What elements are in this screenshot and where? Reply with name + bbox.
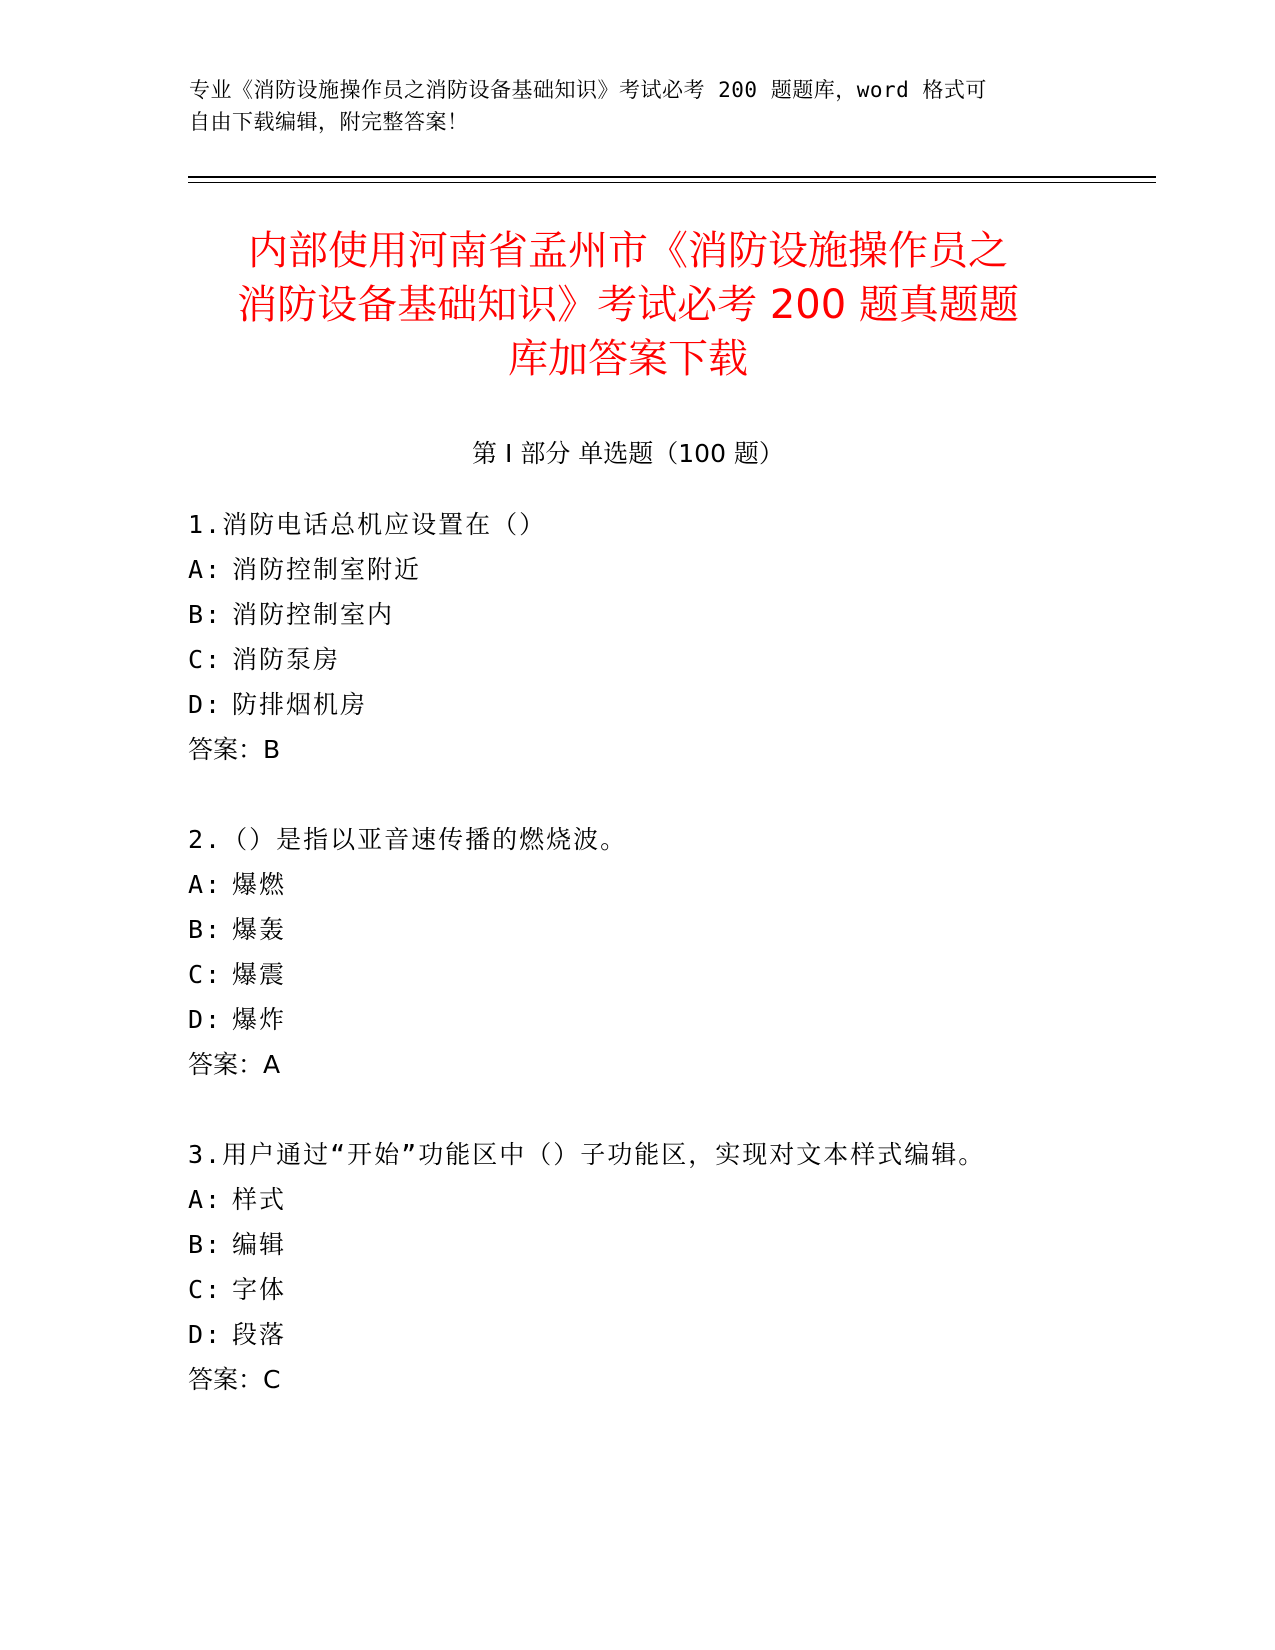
- option-a: [188, 547, 1118, 592]
- option-letter: C:: [188, 960, 223, 989]
- header-note-line-2: 自由下载编辑，附完整答案！: [189, 110, 469, 134]
- option-text: 段落: [232, 1320, 287, 1349]
- question-stem: 2.（）是指以亚音速传播的燃烧波。: [188, 825, 628, 854]
- option-text: 消防控制室内: [232, 600, 395, 629]
- document-title-line-1: 内部使用河南省孟州市《消防设施操作员之: [248, 228, 1008, 274]
- option-c: [188, 952, 1118, 997]
- answer: 答案：C: [188, 1365, 281, 1394]
- header-rule-thin: [188, 182, 1156, 183]
- option-text: 样式: [232, 1185, 287, 1214]
- option-b: [188, 1222, 1118, 1267]
- option-letter: B:: [188, 600, 223, 629]
- header-rule-thick: [188, 176, 1156, 178]
- option-letter: A:: [188, 870, 223, 899]
- option-letter: D:: [188, 690, 223, 719]
- option-b: [188, 592, 1118, 637]
- option-letter: C:: [188, 645, 223, 674]
- header-note-line-1: 专业《消防设施操作员之消防设备基础知识》考试必考 200 题题库，word 格式可: [189, 78, 987, 102]
- section-title: 第 I 部分 单选题（100 题）: [472, 439, 784, 468]
- option-text: 防排烟机房: [232, 690, 368, 719]
- option-letter: B:: [188, 915, 223, 944]
- option-c: [188, 1267, 1118, 1312]
- header-note: [189, 74, 1069, 138]
- answer: 答案：A: [188, 1050, 281, 1079]
- option-letter: A:: [188, 555, 223, 584]
- option-letter: C:: [188, 1275, 223, 1304]
- question-3: [188, 1132, 1118, 1402]
- document-title: [188, 224, 1068, 386]
- question-stem: 3.用户通过“开始”功能区中（）子功能区，实现对文本样式编辑。: [188, 1140, 986, 1169]
- question-2: [188, 817, 1118, 1087]
- option-text: 爆震: [232, 960, 287, 989]
- question-stem: 1.消防电话总机应设置在（）: [188, 510, 547, 539]
- option-d: [188, 1312, 1118, 1357]
- option-a: [188, 862, 1118, 907]
- option-text: 爆轰: [232, 915, 287, 944]
- option-c: [188, 637, 1118, 682]
- document-title-line-3: 库加答案下载: [508, 336, 748, 382]
- option-text: 字体: [232, 1275, 287, 1304]
- option-b: [188, 907, 1118, 952]
- question-1: [188, 502, 1118, 772]
- option-letter: B:: [188, 1230, 223, 1259]
- option-letter: D:: [188, 1320, 223, 1349]
- option-d: [188, 682, 1118, 727]
- option-text: 爆炸: [232, 1005, 287, 1034]
- option-text: 消防泵房: [232, 645, 341, 674]
- option-a: [188, 1177, 1118, 1222]
- option-d: [188, 997, 1118, 1042]
- option-text: 爆燃: [232, 870, 287, 899]
- answer: 答案：B: [188, 735, 281, 764]
- option-letter: A:: [188, 1185, 223, 1214]
- document-title-line-2: 消防设备基础知识》考试必考 200 题真题题: [237, 282, 1019, 328]
- option-text: 编辑: [232, 1230, 287, 1259]
- option-text: 消防控制室附近: [232, 555, 422, 584]
- option-letter: D:: [188, 1005, 223, 1034]
